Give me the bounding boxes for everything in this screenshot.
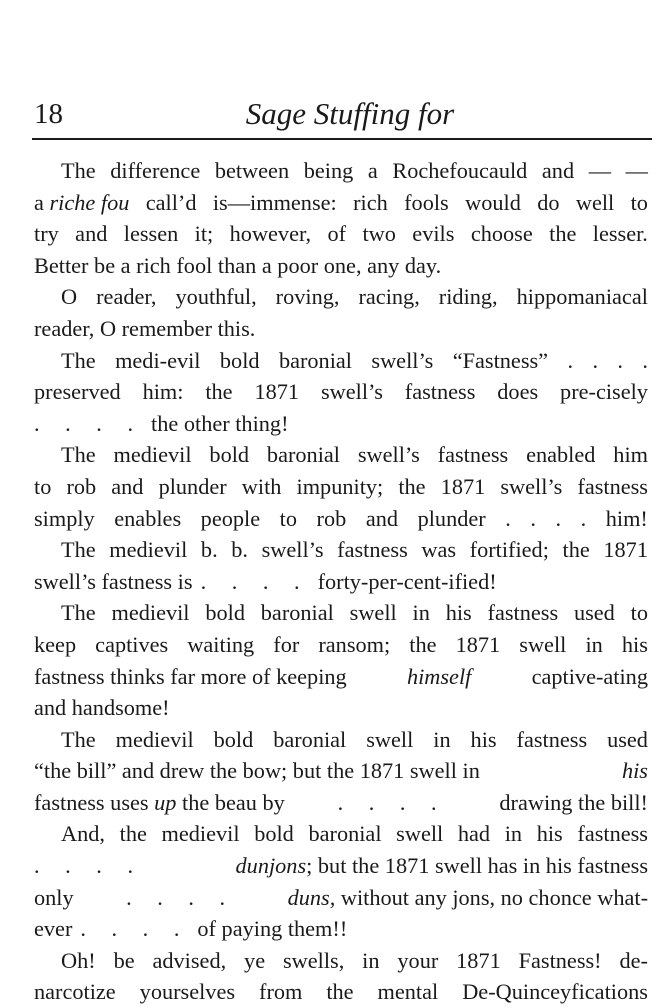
word: O: [61, 284, 78, 310]
word: pre-cisely: [560, 379, 648, 405]
text-line: [34, 281, 648, 313]
italic-phrase: up: [154, 789, 177, 815]
word: and: [75, 221, 108, 247]
text-line: [34, 187, 648, 219]
text-fragment: the beau by: [182, 789, 285, 815]
word: of: [327, 221, 347, 247]
word: to: [630, 189, 648, 215]
word: however,: [229, 221, 312, 247]
word: bold: [213, 726, 254, 752]
word: medi-evil: [115, 347, 201, 373]
word: rich: [353, 189, 388, 215]
word: narcotize: [34, 979, 116, 1005]
text-fragment: Better be a rich fool than a poor one, any day.: [34, 252, 442, 278]
word: well: [575, 189, 615, 215]
word: —: [588, 158, 611, 183]
text-line: [34, 692, 648, 724]
word: your: [397, 947, 439, 973]
italic-phrase: duns,: [287, 884, 336, 910]
word: 1871: [455, 631, 501, 657]
word: .: [530, 505, 536, 531]
header-rule: [32, 138, 652, 140]
word: The: [61, 726, 96, 752]
word: reader,: [96, 284, 157, 310]
word: swell: [519, 631, 567, 657]
word: medievil: [113, 442, 192, 468]
word: baronial: [273, 726, 347, 752]
word: “Fastness”: [452, 347, 549, 373]
word: and: [111, 473, 144, 499]
word: —: [625, 158, 648, 183]
text-fragment: fastness thinks far more of keeping: [34, 663, 347, 689]
word: him: [613, 442, 648, 468]
word: Oh!: [61, 947, 96, 973]
word: call’d: [145, 189, 197, 215]
word: in: [362, 947, 380, 973]
word: for: [273, 631, 300, 657]
ellipsis-dots: . . . .: [80, 916, 190, 942]
word: in: [585, 631, 603, 657]
word: medievil: [109, 537, 188, 563]
text-line: [34, 661, 648, 693]
text-fragment: the other thing!: [151, 410, 289, 436]
word: bold: [254, 821, 294, 847]
word: lesser.: [592, 221, 648, 247]
text-fragment: ; but the 1871 swell has in his fastness: [306, 853, 648, 879]
word: swell’s: [261, 537, 324, 563]
word: .: [580, 505, 587, 531]
page-number: 18: [34, 98, 63, 130]
word: used: [573, 600, 615, 626]
word: enables: [114, 505, 182, 531]
text-fragment: and handsome!: [34, 695, 170, 721]
word: baronial: [308, 821, 382, 847]
word: simply: [34, 505, 95, 531]
word: 1871: [456, 947, 501, 973]
word: preserved: [34, 379, 121, 405]
text-line: [34, 976, 648, 1008]
ellipsis-dots: . . . .: [337, 789, 447, 815]
word: swell’s: [357, 442, 420, 468]
word: him!: [605, 505, 648, 531]
word: The: [61, 537, 96, 563]
text-fragment: [288, 882, 648, 914]
text-line: [34, 313, 648, 345]
italic-phrase: riche fou: [49, 189, 130, 215]
italic-phrase: his: [621, 758, 648, 784]
word: the: [205, 379, 233, 405]
word: swell’s: [500, 473, 563, 499]
body-text: [34, 155, 648, 1008]
word: his: [470, 726, 497, 752]
text-line: [34, 818, 648, 850]
text-line: [34, 534, 648, 566]
word: fastness: [487, 600, 559, 626]
word: 1871: [254, 379, 300, 405]
word: swell: [396, 821, 444, 847]
word: advised,: [152, 947, 227, 973]
text-fragment: reader, O remember this.: [34, 315, 256, 341]
word: try: [34, 221, 59, 247]
word: bold: [219, 347, 260, 373]
word: fastness: [437, 442, 509, 468]
word: would: [465, 189, 521, 215]
word: two: [362, 221, 396, 247]
word: to: [630, 600, 648, 626]
word: the: [326, 979, 354, 1005]
text-line: [34, 218, 648, 250]
word: .: [642, 347, 648, 373]
word: the: [119, 821, 147, 847]
text-line: [34, 376, 648, 408]
word: 1871: [603, 537, 648, 563]
word: yourselves: [139, 979, 236, 1005]
word: with: [241, 473, 282, 499]
word: and: [365, 505, 399, 531]
word: racing,: [358, 284, 420, 310]
word: roving,: [275, 284, 340, 310]
word: a: [34, 189, 44, 215]
word: fastness: [577, 473, 648, 499]
word: riding,: [438, 284, 498, 310]
text-line: [34, 882, 648, 914]
word: used: [607, 726, 648, 752]
word: between: [214, 158, 290, 183]
word: b.: [231, 537, 248, 563]
word: the: [398, 473, 426, 499]
text-fragment: of paying them!!: [197, 916, 348, 942]
word: .: [592, 347, 599, 373]
word: youthful,: [175, 284, 257, 310]
word: medievil: [115, 726, 194, 752]
word: the: [409, 631, 437, 657]
word: bold: [209, 442, 250, 468]
word: .: [567, 347, 574, 373]
word: De-Quinceyfications: [462, 979, 648, 1005]
word: hippomaniacal: [516, 284, 648, 310]
word: fastness: [577, 821, 648, 847]
word: plunder: [158, 473, 227, 499]
ellipsis-dots: . . . .: [126, 884, 236, 910]
word: The: [61, 442, 96, 468]
ellipsis-dots: . . . .: [200, 568, 310, 594]
word: ransom;: [318, 631, 391, 657]
word: his: [445, 600, 472, 626]
word: .: [505, 505, 511, 531]
word: being: [303, 158, 354, 183]
text-line: [34, 345, 648, 377]
word: swell: [366, 726, 414, 752]
word: baronial: [266, 442, 340, 468]
word: choose: [470, 221, 533, 247]
word: .: [617, 347, 623, 373]
word: to: [279, 505, 297, 531]
text-fragment: drawing the bill!: [499, 789, 648, 815]
word: And,: [61, 821, 105, 847]
word: rob: [316, 505, 347, 531]
word: him:: [142, 379, 184, 405]
text-fragment: “the bill” and drew the bow; but the 1871 swell in: [34, 758, 480, 784]
text-fragment: ever: [34, 916, 73, 942]
word: people: [200, 505, 261, 531]
word: to: [34, 473, 52, 499]
word: The: [61, 347, 96, 373]
text-line: [34, 787, 648, 819]
word: is—immense:: [212, 189, 337, 215]
word: swell: [349, 600, 397, 626]
text-fragment: only: [34, 884, 74, 910]
word: in: [504, 821, 523, 847]
word: b.: [200, 537, 218, 563]
word: swells,: [282, 947, 345, 973]
word: his: [536, 821, 563, 847]
word: had: [457, 821, 491, 847]
word: was: [421, 537, 457, 563]
text-fragment: fastness uses: [34, 789, 149, 815]
word: fortified;: [469, 537, 549, 563]
text-line: [34, 503, 648, 535]
word: keep: [34, 631, 77, 657]
word: his: [621, 631, 648, 657]
text-line: [34, 724, 648, 756]
word: in: [412, 600, 430, 626]
word: do: [537, 189, 560, 215]
text-line: [34, 155, 648, 187]
text-line: [34, 755, 648, 787]
word: Fastness!: [518, 947, 602, 973]
text-fragment: [34, 187, 129, 219]
running-title: Sage Stuffing for: [245, 96, 455, 131]
word: de-: [619, 947, 648, 973]
word: in: [433, 726, 451, 752]
word: plunder: [417, 505, 486, 531]
text-line: [34, 439, 648, 471]
word: fastness: [516, 726, 588, 752]
text-fragment: without any jons, no chonce what-: [340, 884, 648, 910]
word: bold: [205, 600, 245, 626]
word: The: [61, 158, 96, 183]
word: Rochefoucauld: [392, 158, 528, 183]
word: enabled: [526, 442, 596, 468]
word: swell’s: [371, 347, 434, 373]
word: impunity;: [296, 473, 384, 499]
word: captives: [95, 631, 169, 657]
word: .: [555, 505, 562, 531]
italic-phrase: himself: [406, 663, 472, 689]
word: lessen: [123, 221, 179, 247]
word: medievil: [111, 600, 190, 626]
text-line: [34, 945, 648, 977]
text-line: [34, 250, 648, 282]
word: fastness: [404, 379, 476, 405]
word: be: [113, 947, 135, 973]
text-line: [34, 629, 648, 661]
text-line: [34, 850, 648, 882]
word: waiting: [187, 631, 255, 657]
text-line: [34, 408, 648, 440]
text-line: [34, 913, 648, 945]
ellipsis-dots: . . . .: [34, 410, 144, 436]
word: fools: [404, 189, 449, 215]
ellipsis-dots: . . . .: [34, 853, 144, 879]
text-fragment: swell’s fastness is: [34, 568, 193, 594]
word: swell’s: [320, 379, 383, 405]
text-line: [34, 471, 648, 503]
word: rob: [66, 473, 97, 499]
text-fragment: forty-per-cent-ified!: [317, 568, 497, 594]
word: and: [541, 158, 575, 183]
word: medievil: [161, 821, 240, 847]
word: it;: [194, 221, 214, 247]
word: baronial: [278, 347, 352, 373]
text-line: [34, 566, 648, 598]
word: difference: [110, 158, 201, 183]
word: 1871: [440, 473, 486, 499]
text-fragment: captive-ating: [531, 663, 648, 689]
text-line: [34, 597, 648, 629]
word: mental: [377, 979, 439, 1005]
word: the: [549, 221, 577, 247]
word: the: [562, 537, 590, 563]
word: ye: [244, 947, 266, 973]
text-fragment: [34, 787, 285, 819]
italic-phrase: dunjons: [235, 853, 307, 879]
word: The: [61, 600, 96, 626]
word: baronial: [260, 600, 334, 626]
word: evils: [412, 221, 455, 247]
text-fragment: [236, 850, 648, 882]
word: from: [259, 979, 303, 1005]
word: fastness: [337, 537, 408, 563]
word: a: [367, 158, 378, 183]
word: does: [497, 379, 539, 405]
